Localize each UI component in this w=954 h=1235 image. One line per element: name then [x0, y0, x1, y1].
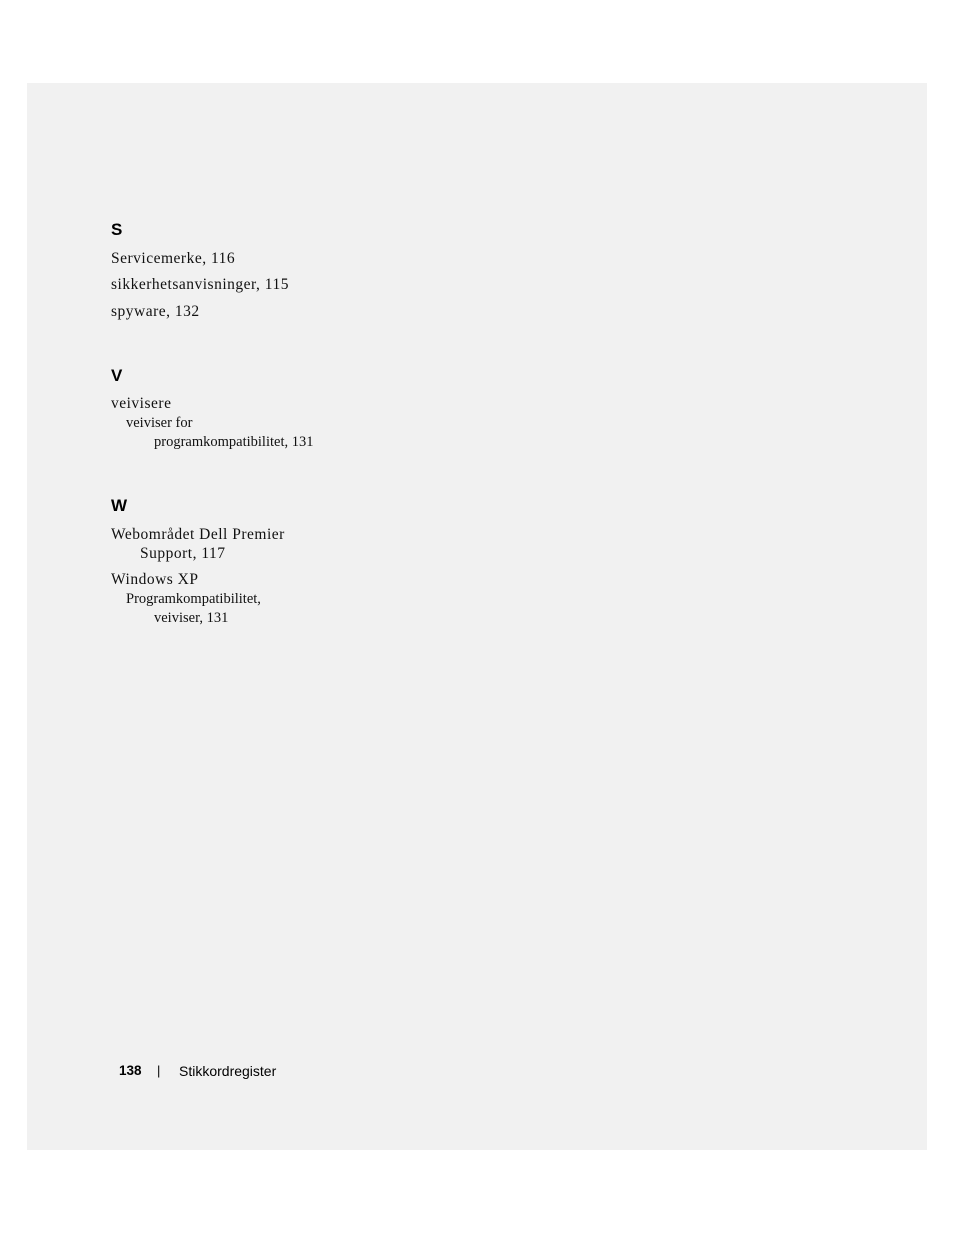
index-entry: spyware, 132 [111, 303, 200, 320]
page-number: 138 [119, 1063, 142, 1078]
index-letter-w: W [111, 496, 128, 515]
index-letter-v: V [111, 366, 123, 385]
index-subentry: programkompatibilitet, 131 [154, 434, 314, 450]
index-subentry: veiviser, 131 [154, 610, 229, 626]
index-subentry: Programkompatibilitet, [126, 591, 261, 607]
index-letter-s: S [111, 220, 123, 239]
index-entry: Webområdet Dell Premier [111, 526, 285, 543]
index-entry: Servicemerke, 116 [111, 250, 236, 267]
index-entry: sikkerhetsanvisninger, 115 [111, 276, 289, 293]
index-subentry: veiviser for [126, 415, 193, 431]
index-entry: veivisere [111, 395, 172, 412]
footer-title: Stikkordregister [179, 1063, 277, 1079]
index-entry: Windows XP [111, 571, 199, 588]
index-entry-continuation: Support, 117 [140, 545, 226, 562]
footer-separator: | [157, 1063, 161, 1078]
